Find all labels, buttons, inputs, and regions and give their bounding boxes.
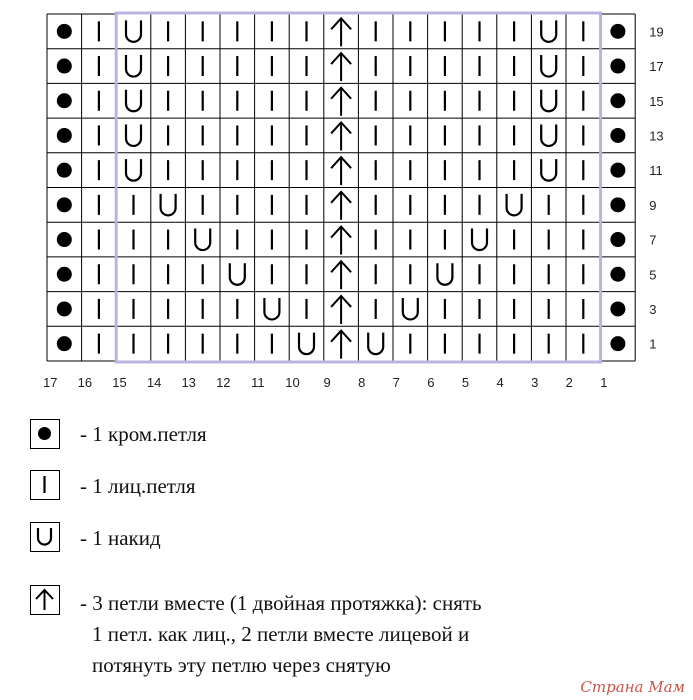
row-number: 17: [649, 59, 664, 75]
yarn-over-icon: [38, 528, 51, 545]
watermark: Страна Мам: [580, 678, 685, 696]
column-number: 17: [43, 375, 58, 390]
row-number: 3: [649, 301, 657, 317]
legend-yarn-over-text: - 1 накид: [80, 526, 161, 550]
legend-yarn-over-box: [30, 522, 60, 552]
row-number: 9: [649, 197, 657, 213]
row-number: 15: [649, 93, 664, 109]
legend-double-decrease-box: [30, 585, 60, 615]
column-number: 1: [600, 375, 608, 390]
row-number: 11: [649, 163, 663, 179]
column-number: 9: [323, 375, 331, 390]
row-number: 19: [649, 24, 664, 40]
column-number: 12: [216, 375, 231, 390]
legend-edge-stitch-box: [30, 419, 60, 449]
column-number: 13: [181, 375, 196, 390]
row-number: 7: [649, 232, 657, 248]
legend-double-decrease-text-1: - 3 петли вместе (1 двойная протяжка): снять: [80, 591, 482, 615]
legend-double-decrease-text-3: потянуть эту петлю через снятую: [92, 653, 391, 677]
column-number: 7: [392, 375, 400, 390]
column-number: 11: [251, 375, 265, 390]
column-number: 8: [358, 375, 366, 390]
legend-edge-stitch-text: - 1 кром.петля: [80, 422, 207, 446]
column-number: 16: [77, 375, 93, 390]
legend-double-decrease-text-2: 1 петл. как лиц., 2 петли вместе лицевой и: [92, 622, 470, 646]
legend-knit-stitch-box: [30, 470, 60, 500]
arrow-up-icon: [36, 590, 53, 610]
column-number: 4: [496, 375, 504, 390]
column-number: 14: [146, 375, 162, 390]
column-number: 3: [531, 375, 539, 390]
column-number: 5: [461, 375, 470, 390]
row-number: 5: [649, 267, 657, 283]
legend-knit-stitch-text: - 1 лиц.петля: [80, 474, 196, 498]
edge-stitch-icon: [38, 427, 51, 440]
column-number: 6: [427, 375, 435, 390]
column-number: 10: [285, 375, 300, 390]
column-number: 15: [112, 375, 127, 390]
row-number: 13: [649, 128, 664, 144]
row-number: 1: [649, 336, 657, 352]
column-number: 2: [565, 375, 573, 390]
